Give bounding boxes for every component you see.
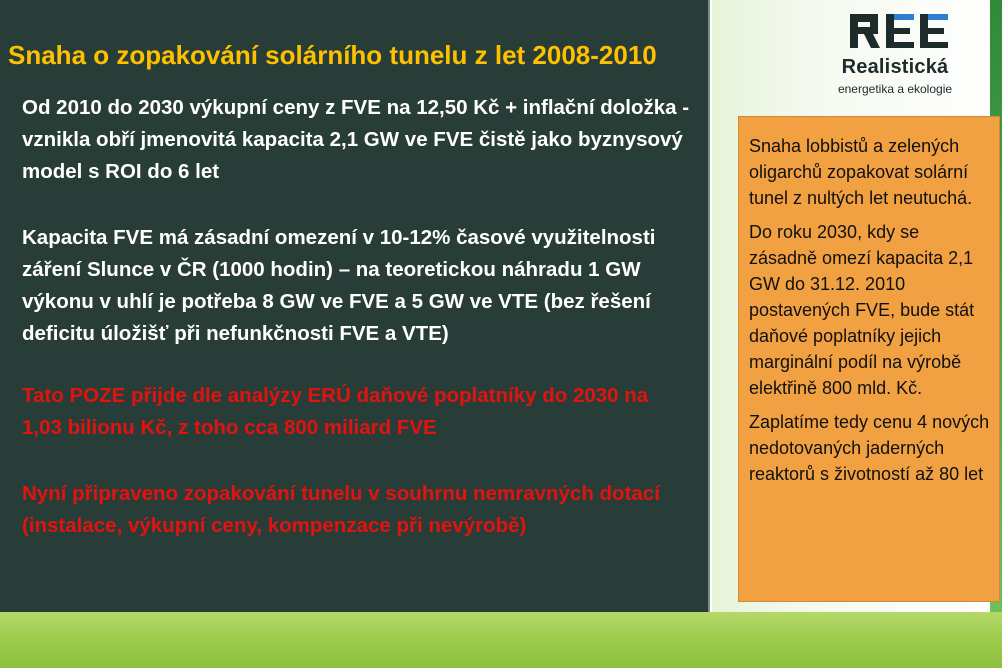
paragraph-capacity-limits: Kapacita FVE má zásadní omezení v 10-12% časové využitelnosti záření Slunce v ČR (1000 hodin) – na teoretickou náhradu 1 GW výkonu v uhlí je potřeba 8 GW ve FVE a 5 GW ve VTE (bez řešení deficitu úložišť při nefunkčnosti FVE a VTE) — [22, 226, 656, 345]
paragraph-new-subsidies: Nyní připraveno zopakování tunelu v souhrnu nemravných dotací (instalace, výkupní ceny, kompenzace při nevýrobě) — [22, 482, 660, 537]
side-commentary-box — [738, 116, 1000, 602]
paragraph-purchase-prices: Od 2010 do 2030 výkupní ceny z FVE na 12,50 Kč + inflační doložka - vznikla obří jmenovitá kapacita 2,1 GW ve FVE čistě jako byznysový model s ROI do 6 let — [22, 96, 690, 183]
bottom-green-band — [0, 612, 1002, 668]
ree-logo-mark — [850, 14, 950, 50]
ree-logo — [820, 14, 970, 104]
side-paragraph-cost-2030: Do roku 2030, kdy se zásadně omezí kapacita 2,1 GW do 31.12. 2010 postavených FVE, bude stát daňové poplatníky jejich marginální podíl na výrobě elektřině 800 mld. Kč. — [749, 222, 975, 398]
slide-title: Snaha o zopakování solárního tunelu z let 2008-2010 — [8, 40, 657, 70]
logo-subtitle: energetika a ekologie — [837, 82, 953, 96]
side-paragraph-reactors: Zaplatíme tedy cenu 4 nových nedotovaných jaderných reaktorů s životností až 80 let — [749, 412, 990, 484]
logo-name: Realistická — [841, 56, 949, 78]
paragraph-poze-cost: Tato POZE přijde dle analýzy ERÚ daňové poplatníky do 2030 na 1,03 bilionu Kč, z toho cca 800 miliard FVE — [22, 384, 649, 439]
side-paragraph-lobbyists: Snaha lobbistů a zelených oligarchů zopakovat solární tunel z nultých let neutuchá. — [749, 136, 973, 208]
